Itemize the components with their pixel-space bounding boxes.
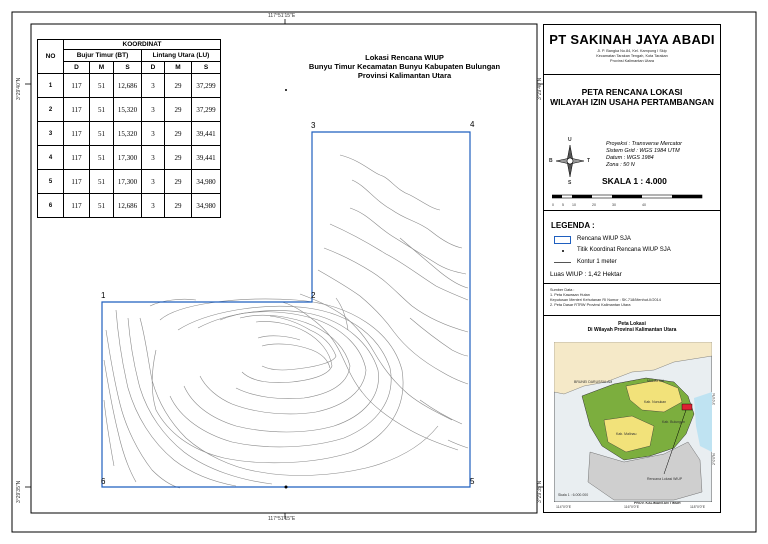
latitude-label-bottom-right: 3°29'35"N	[537, 480, 543, 503]
inset-map	[554, 342, 712, 502]
sub-header: S	[114, 62, 142, 74]
legend-swatch-contour	[554, 262, 571, 263]
inset-title	[544, 321, 720, 333]
address-line: Provinsi Kalimantan Utara	[610, 58, 654, 63]
map-name-line: PETA RENCANA LOKASI	[581, 87, 683, 97]
scale-tick-label: 40	[642, 203, 646, 207]
projection-value: : 50 N	[620, 162, 635, 168]
coordinate-cell: 39,441	[192, 146, 221, 170]
scale-tick-label: 5	[562, 203, 564, 207]
sumber-title: Sumber Data :	[550, 288, 575, 292]
coordinate-cell: 51	[90, 122, 114, 146]
coordinate-cell: 15,320	[114, 122, 142, 146]
coordinate-cell: 117	[64, 122, 90, 146]
inset-lat-label: 3°0'0"N	[712, 393, 716, 405]
company-address	[544, 49, 720, 63]
inset-label-lokasi: Rencana Lokasi WIUP	[647, 477, 683, 481]
inset-grid-label: 118°0'0"E	[690, 505, 706, 509]
row-number: 2	[38, 98, 64, 122]
inset-label-nunukan: Kab. Nunukan	[644, 400, 667, 404]
inset-grid-label: 114°0'0"E	[556, 505, 572, 509]
sub-header: M	[165, 62, 192, 74]
inset-title-line: Di Wilayah Provinsi Kalimantan Utara	[587, 327, 677, 333]
coordinate-cell: 117	[64, 98, 90, 122]
projection-value: : Transverse Mercator	[628, 141, 683, 147]
longitude-label-top: 117°51'15"E	[268, 13, 296, 19]
table-row	[38, 194, 221, 218]
coordinate-cell: 3	[142, 98, 165, 122]
scale-tick-label: 0	[552, 203, 554, 207]
projection-key: Proyeksi	[606, 141, 628, 147]
table-row	[38, 170, 221, 194]
projection-row	[606, 155, 654, 161]
row-number: 3	[38, 122, 64, 146]
coordinate-cell: 29	[165, 74, 192, 98]
coordinate-cell: 117	[64, 170, 90, 194]
map-name-line: WILAYAH IZIN USAHA PERTAMBANGAN	[550, 97, 714, 107]
inset-label-malinau: Kab. Malinau	[616, 432, 637, 436]
coordinate-cell: 17,300	[114, 170, 142, 194]
coordinate-rows	[38, 74, 221, 218]
sumber-line: Keputusan Menteri Kehutanan RI Nomor : SK.718/Menhut-II/2014	[550, 298, 661, 302]
scale-tick-label: 20	[592, 203, 596, 207]
latitude-label-bottom-left: 3°29'35"N	[16, 480, 22, 503]
header-lintang: Lintang Utara (LU)	[142, 50, 221, 62]
luas-wiup: Luas WIUP : 1,42 Hektar	[550, 271, 622, 278]
table-row	[38, 74, 221, 98]
legend-item: Kontur 1 meter	[577, 259, 617, 265]
header-koordinat: KOORDINAT	[64, 40, 221, 50]
scale-bar	[552, 192, 712, 202]
inset-label-bulungan: Kab. Bulungan	[662, 420, 685, 424]
coordinate-cell: 51	[90, 98, 114, 122]
scale-tick-label: 30	[612, 203, 616, 207]
map-title-line: Provinsi Kalimantan Utara	[357, 71, 452, 80]
sub-header: D	[64, 62, 90, 74]
legend-item: Titik Koordinat Rencana WIUP SJA	[577, 247, 671, 253]
vertex-label-2: 2	[311, 291, 316, 300]
coordinate-cell: 15,320	[114, 98, 142, 122]
row-number: 1	[38, 74, 64, 98]
compass-w: B	[549, 158, 553, 164]
coordinate-cell: 17,300	[114, 146, 142, 170]
coordinate-cell: 3	[142, 146, 165, 170]
coordinate-cell: 12,686	[114, 74, 142, 98]
sumber-data	[550, 288, 661, 308]
compass-e: T	[587, 158, 591, 164]
coordinate-cell: 117	[64, 146, 90, 170]
legend-swatch-point	[562, 250, 564, 252]
inset-grid-label: 116°0'0"E	[624, 505, 640, 509]
row-number: 5	[38, 170, 64, 194]
company-name: PT SAKINAH JAYA ABADI	[549, 32, 715, 47]
divider	[544, 210, 720, 211]
map-title-line: Bunyu Timur Kecamatan Bunyu Kabupaten Bulungan	[308, 62, 501, 71]
row-number: 6	[38, 194, 64, 218]
longitude-label-bottom: 117°51'15"E	[268, 516, 296, 522]
sumber-line: 2. Peta Dasar RTRW Provinsi Kalimantan Utara	[550, 303, 631, 307]
address-line: Kecamatan Tarakan Tengah, Kota Tarakan	[596, 53, 668, 58]
table-row	[38, 98, 221, 122]
coordinate-cell: 3	[142, 170, 165, 194]
vertex-label-5: 5	[470, 477, 475, 486]
latitude-label-top-left: 3°29'40"N	[16, 77, 22, 100]
projection-value: : WGS 1984	[623, 155, 654, 161]
coordinate-cell: 51	[90, 170, 114, 194]
compass-s: S	[568, 180, 572, 186]
projection-key: Sistem Grid	[606, 148, 635, 154]
info-panel	[543, 24, 721, 513]
legend-item: Rencana WIUP SJA	[577, 236, 631, 242]
coordinate-cell: 3	[142, 74, 165, 98]
sumber-line: 1. Peta Kawasan Hutan	[550, 293, 590, 297]
vertex-label-3: 3	[311, 121, 316, 130]
scale-tick-label: 10	[572, 203, 576, 207]
inset-lat-label: 2°0'0"N	[712, 453, 716, 465]
coordinate-cell: 34,980	[192, 170, 221, 194]
coordinate-cell: 34,980	[192, 194, 221, 218]
inset-label-malaysia: MALAYSIA	[647, 379, 665, 383]
legend-swatch-wiup	[554, 236, 571, 244]
map-name	[544, 87, 720, 107]
projection-row	[606, 162, 635, 168]
coordinate-cell: 3	[142, 194, 165, 218]
divider	[544, 283, 720, 284]
sub-header: S	[192, 62, 221, 74]
company-box	[544, 25, 720, 75]
header-bujur: Bujur Timur (BT)	[64, 50, 142, 62]
north-arrow-icon	[553, 141, 587, 181]
projection-row	[606, 141, 682, 147]
inset-label-brunei: BRUNEI DARUSSALAM	[574, 380, 613, 384]
address-line: Jl. P. Bangka No.84, Kel. Kampung I Skip	[597, 49, 667, 53]
coordinate-cell: 37,299	[192, 98, 221, 122]
legend-title: LEGENDA :	[551, 221, 595, 230]
coordinate-table	[37, 39, 221, 218]
latitude-label-top-right: 3°29'40"N	[537, 77, 543, 100]
projection-key: Datum	[606, 155, 623, 161]
map-title	[282, 53, 527, 80]
coordinate-cell: 51	[90, 194, 114, 218]
coordinate-cell: 39,441	[192, 122, 221, 146]
coordinate-cell: 51	[90, 74, 114, 98]
vertex-label-1: 1	[101, 291, 106, 300]
sub-header: D	[142, 62, 165, 74]
vertex-label-4: 4	[470, 120, 475, 129]
map-name-box	[544, 75, 720, 135]
sub-header: M	[90, 62, 114, 74]
coordinate-cell: 29	[165, 170, 192, 194]
coordinate-cell: 29	[165, 146, 192, 170]
inset-label-kaltim: PROV. KALIMANTAN TIMUR	[634, 501, 681, 505]
projection-key: Zona	[606, 162, 619, 168]
divider	[544, 315, 720, 316]
coordinate-cell: 117	[64, 194, 90, 218]
table-row	[38, 122, 221, 146]
projection-row	[606, 148, 680, 154]
compass-n: U	[568, 137, 572, 143]
table-row	[38, 146, 221, 170]
inset-scale: Skala 1 : 6.000.000	[558, 493, 589, 497]
coordinate-cell: 37,299	[192, 74, 221, 98]
map-title-line: Lokasi Rencana WIUP	[365, 53, 444, 62]
row-number: 4	[38, 146, 64, 170]
inset-title-line: Peta Lokasi	[618, 321, 646, 327]
coordinate-cell: 51	[90, 146, 114, 170]
projection-value: : WGS 1984 UTM	[636, 148, 680, 154]
scale-label: SKALA 1 : 4.000	[602, 176, 667, 186]
coordinate-cell: 29	[165, 194, 192, 218]
coordinate-cell: 3	[142, 122, 165, 146]
vertex-label-6: 6	[101, 477, 106, 486]
coordinate-cell: 29	[165, 122, 192, 146]
coordinate-cell: 12,686	[114, 194, 142, 218]
coordinate-cell: 117	[64, 74, 90, 98]
coordinate-cell: 29	[165, 98, 192, 122]
header-no: NO	[38, 40, 64, 74]
